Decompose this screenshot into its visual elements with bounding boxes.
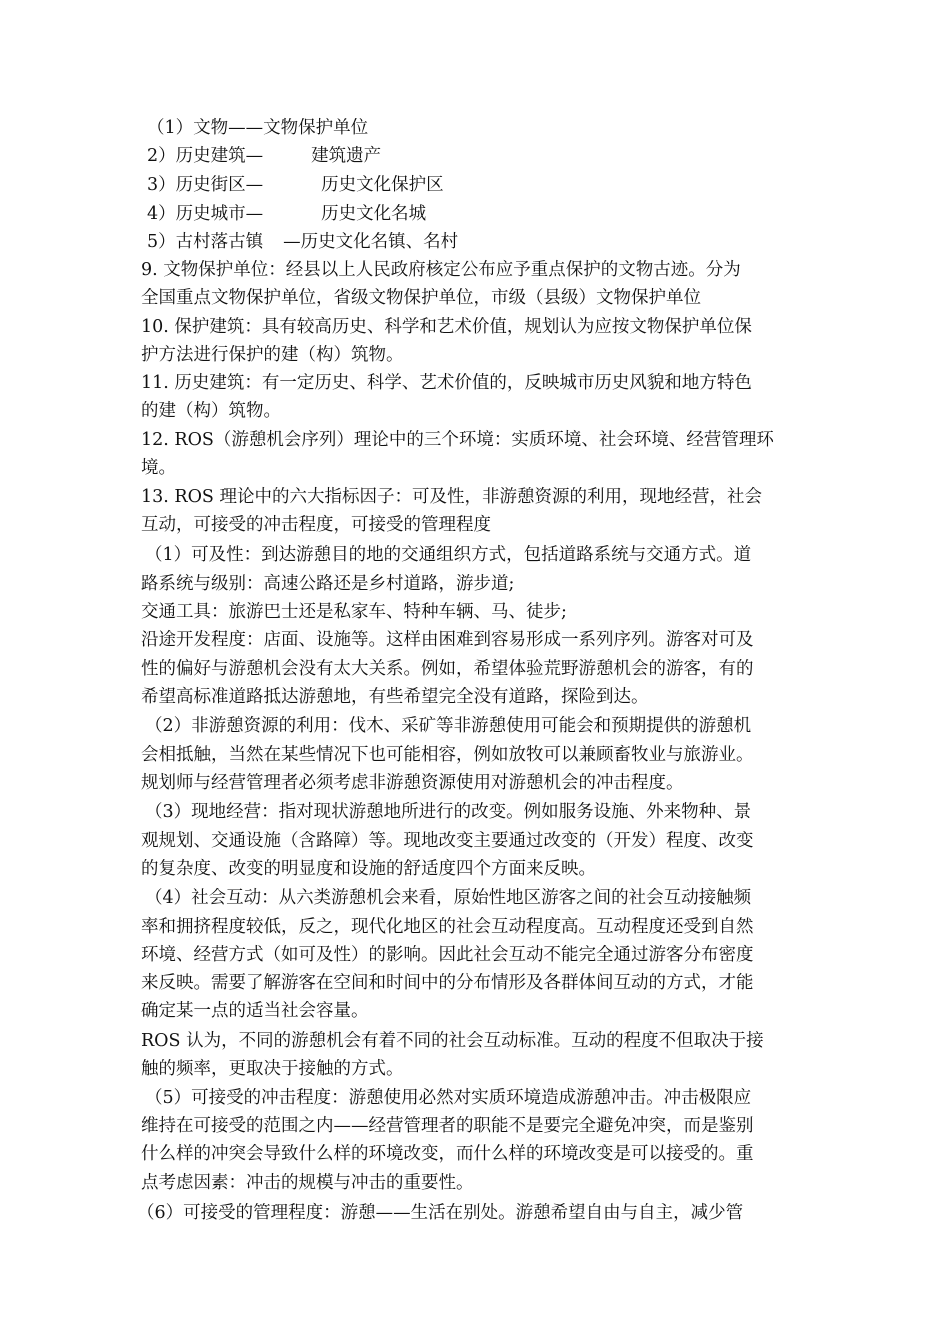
p11-line-1: 11. 历史建筑：有一定历史、科学、艺术价值的，反映城市历史风貌和地方特色 (141, 373, 752, 393)
list-item-5-term: 5）古村落古镇 (147, 232, 264, 252)
s2-line-3: 规划师与经营管理者必须考虑非游憩资源使用对游憩机会的冲击程度。 (141, 773, 684, 793)
p10-line-2: 护方法进行保护的建（构）筑物。 (141, 345, 404, 365)
s1-line-1: （1）可及性：到达游憩目的地的交通组织方式，包括道路系统与交通方式。道 (145, 545, 752, 565)
p13-line-1: 13. ROS 理论中的六大指标因子：可及性，非游憩资源的利用，现地经营，社会 (141, 487, 762, 507)
s5-line-3: 什么样的冲突会导致什么样的环境改变，而什么样的环境改变是可以接受的。重 (141, 1144, 754, 1164)
s3-line-2: 观规划、交通设施（含路障）等。现地改变主要通过改变的（开发）程度、改变 (141, 831, 754, 851)
s6-line-1: （6）可接受的管理程度：游憩——生活在别处。游憩希望自由与自主，减少管 (137, 1203, 744, 1223)
list-item-1: （1）文物——文物保护单位 (147, 118, 369, 138)
s3-line-1: （3）现地经营：指对现状游憩地所进行的改变。例如服务设施、外来物种、景 (145, 802, 752, 822)
list-item-4-term: 4）历史城市— (147, 204, 264, 224)
s1-line-5: 性的偏好与游憩机会没有太大关系。例如，希望体验荒野游憩机会的游客，有的 (141, 659, 754, 679)
s4-line-4: 来反映。需要了解游客在空间和时间中的分布情形及各群体间互动的方式，才能 (141, 973, 754, 993)
s1-line-4: 沿途开发程度：店面、设施等。这样由困难到容易形成一系列序列。游客对可及 (141, 630, 754, 650)
p9-line-2: 全国重点文物保护单位，省级文物保护单位，市级（县级）文物保护单位 (141, 288, 701, 308)
s5-line-4: 点考虑因素：冲击的规模与冲击的重要性。 (141, 1173, 474, 1193)
p11-line-2: 的建（构）筑物。 (141, 401, 281, 421)
p10-line-1: 10. 保护建筑：具有较高历史、科学和艺术价值，规划认为应按文物保护单位保 (141, 317, 752, 337)
s5-line-1: （5）可接受的冲击程度：游憩使用必然对实质环境造成游憩冲击。冲击极限应 (145, 1088, 752, 1108)
s1-line-3: 交通工具：旅游巴士还是私家车、特种车辆、马、徒步; (141, 602, 567, 622)
list-item-4 (147, 201, 426, 227)
p9-line-1: 9. 文物保护单位：经县以上人民政府核定公布应予重点保护的文物古迹。分为 (141, 260, 741, 280)
s3-line-3: 的复杂度、改变的明显度和设施的舒适度四个方面来反映。 (141, 859, 596, 879)
s1-line-6: 希望高标准道路抵达游憩地，有些希望完全没有道路，探险到达。 (141, 687, 649, 707)
p12-line-1: 12. ROS（游憩机会序列）理论中的三个环境：实质环境、社会环境、经营管理环 (141, 430, 774, 450)
list-item-2 (147, 143, 381, 169)
s2-line-2: 会相抵触，当然在某些情况下也可能相容，例如放牧可以兼顾畜牧业与旅游业。 (141, 745, 754, 765)
list-item-3-term: 3）历史街区— (147, 175, 264, 195)
p12-line-2: 境。 (141, 458, 176, 478)
s1-line-2: 路系统与级别：高速公路还是乡村道路，游步道; (141, 574, 515, 594)
list-item-2-category: 建筑遗产 (311, 146, 382, 166)
s2-line-1: （2）非游憩资源的利用：伐木、采矿等非游憩使用可能会和预期提供的游憩机 (145, 716, 752, 736)
s4-line-1: （4）社会互动：从六类游憩机会来看，原始性地区游客之间的社会互动接触频 (145, 888, 752, 908)
ros-line-1: ROS 认为，不同的游憩机会有着不同的社会互动标准。互动的程度不但取决于接 (141, 1031, 764, 1051)
list-item-3-category: 历史文化保护区 (321, 175, 444, 195)
s4-line-3: 环境、经营方式（如可及性）的影响。因此社会互动不能完全通过游客分布密度 (141, 945, 754, 965)
s4-line-2: 率和拥挤程度较低，反之，现代化地区的社会互动程度高。互动程度还受到自然 (141, 917, 754, 937)
list-item-2-term: 2）历史建筑— (147, 146, 264, 166)
list-item-5 (147, 229, 458, 255)
ros-line-2: 触的频率，更取决于接触的方式。 (141, 1059, 404, 1079)
p13-line-2: 互动，可接受的冲击程度，可接受的管理程度 (141, 515, 491, 535)
list-item-4-category: 历史文化名城 (321, 204, 427, 224)
list-item-3 (147, 172, 444, 198)
list-item-5-category: —历史文化名镇、名村 (283, 232, 459, 252)
s4-line-5: 确定某一点的适当社会容量。 (141, 1001, 369, 1021)
s5-line-2: 维持在可接受的范围之内——经营管理者的职能不是要完全避免冲突，而是鉴别 (141, 1116, 754, 1136)
